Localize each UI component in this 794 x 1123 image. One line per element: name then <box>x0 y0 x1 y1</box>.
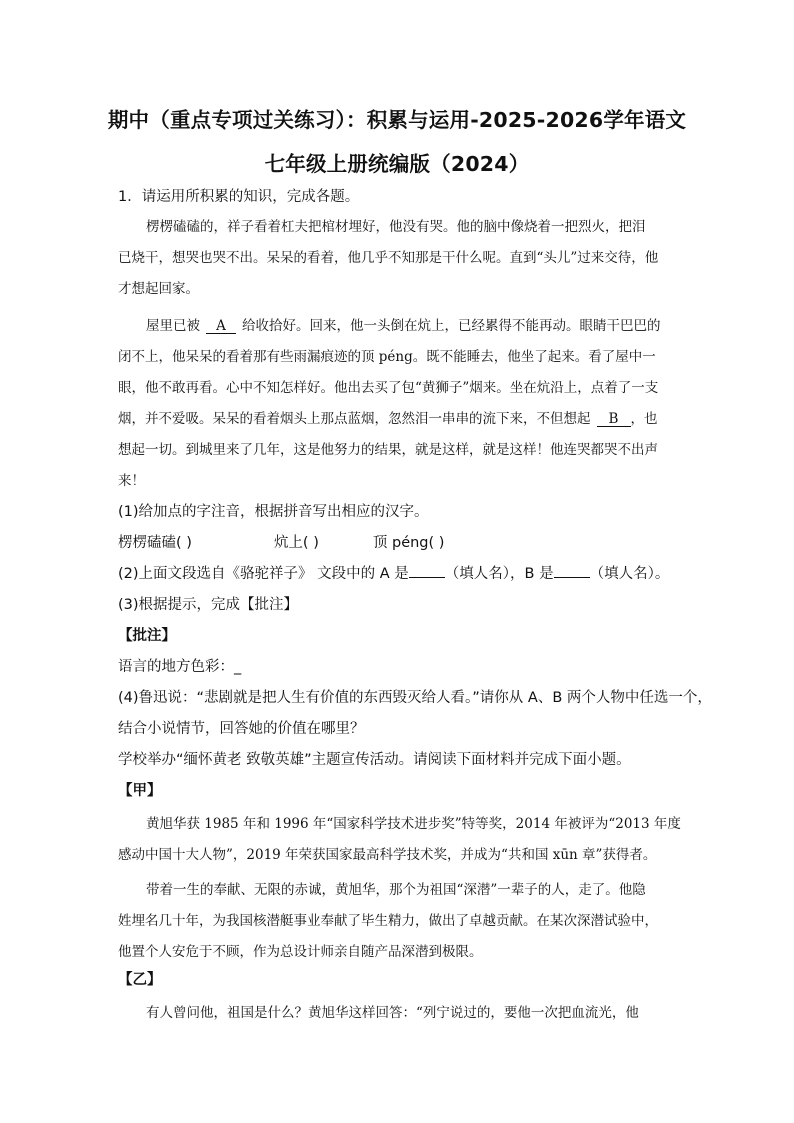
subquestion-2-end: （填人名）。 <box>589 566 670 582</box>
material-jia-heading: 【甲】 <box>118 783 162 799</box>
pinyin-item-1: 楞楞磕磕( ) <box>118 535 192 551</box>
subquestion-2-start: (2)上面文段选自《骆驼祥子》 文段中的 A 是 <box>118 566 409 582</box>
material-jia-line-5: 他置个人安危于不顾，作为总设计师亲自随产品深潜到极限。 <box>118 944 483 960</box>
material-jia-line-1: 黄旭华获 1985 年和 1996 年“国家科学技术进步奖”特等奖，2014 年被评为“2013 年度 <box>146 816 681 832</box>
question-2-intro: 学校举办“缅怀黄老 致敬英雄”主题宣传活动。请阅读下面材料并完成下面小题。 <box>118 752 631 768</box>
passage-2-line-4-end: ，也 <box>630 411 658 427</box>
annotation-line: 语言的地方色彩：_ <box>118 659 242 675</box>
passage-1-line-1: 楞楞磕磕的，祥子看着杠夫把棺材埋好，他没有哭。他的脑中像烧着一把烈火，把泪 <box>146 219 646 235</box>
passage-2-line-5: 想起一切。到城里来了几年，这是他努力的结果，就是这样，就是这样！他连哭都哭不出声 <box>118 442 658 458</box>
material-jia-line-3: 带着一生的奉献、无限的赤诚，黄旭华，那个为祖国“深潜”一辈子的人，走了。他隐 <box>146 882 646 898</box>
answer-blank-a[interactable] <box>409 565 445 578</box>
passage-1-line-3: 才想起回家。 <box>118 281 199 297</box>
material-jia-line-4: 姓埋名几十年，为我国核潜艇事业奉献了毕生精力，做出了卓越贡献。在某次深潜试验中， <box>118 913 658 929</box>
subquestion-4-line-1: (4)鲁迅说：“悲剧就是把人生有价值的东西毁灭给人看。”请你从 A、B 两个人物中任选一个， <box>118 690 712 706</box>
subquestion-1-items <box>118 531 444 552</box>
subquestion-3: (3)根据提示，完成【批注】 <box>118 597 299 613</box>
passage-2-line-1 <box>146 314 661 334</box>
passage-2-line-1-start: 屋里已被 <box>146 318 200 334</box>
passage-2-line-4-start: 烟，并不爱吸。呆呆的看着烟头上那点蓝烟，忽然泪一串串的流下来，不但想起 <box>118 411 591 427</box>
blank-a: A <box>206 319 236 334</box>
blank-b: B <box>597 412 631 427</box>
passage-2-line-4 <box>118 407 658 427</box>
passage-1-line-2: 已烧干，想哭也哭不出。呆呆的看着，他几乎不知那是干什么呢。直到“头儿”过来交待，他 <box>118 250 659 266</box>
passage-2-line-6: 来！ <box>118 473 145 489</box>
subquestion-1: (1)给加点的字注音，根据拼音写出相应的汉字。 <box>118 504 429 520</box>
document-title-line-2: 七年级上册统编版（2024） <box>264 152 530 176</box>
answer-blank-b[interactable] <box>554 565 590 578</box>
annotation-heading: 【批注】 <box>118 628 176 644</box>
material-yi-line-1: 有人曾问他，祖国是什么？黄旭华这样回答：“列宁说过的，要他一次把血流光，他 <box>146 1005 639 1021</box>
subquestion-2-middle: （填人名），B 是 <box>444 566 554 582</box>
material-yi-heading: 【乙】 <box>118 972 162 988</box>
material-jia-line-2: 感动中国十大人物”，2019 年荣获国家最高科学技术奖，并成为“共和国 xūn 章”获得者。 <box>118 847 657 863</box>
pinyin-item-2: 炕上( ) <box>273 535 319 551</box>
passage-2-line-1-end: 给收拾好。回来，他一头倒在炕上，已经累得不能再动。眼睛干巴巴的 <box>242 318 661 334</box>
passage-2-line-2: 闭不上，他呆呆的看着那有些雨漏痕迹的顶 péng。既不能睡去，他坐了起来。看了屋中一 <box>118 349 656 365</box>
document-title-line-1: 期中（重点专项过关练习）：积累与运用-2025-2026学年语文 <box>107 108 687 132</box>
passage-2-line-3: 眼，他不敢再看。心中不知怎样好。他出去买了包“黄狮子”烟来。坐在炕沿上，点着了一支 <box>118 380 659 396</box>
pinyin-item-3: 顶 péng( ) <box>372 535 445 551</box>
subquestion-4-line-2: 结合小说情节，回答她的价值在哪里？ <box>118 721 365 737</box>
subquestion-2 <box>118 562 669 583</box>
question-1-stem: 1．请运用所积累的知识，完成各题。 <box>118 189 360 205</box>
